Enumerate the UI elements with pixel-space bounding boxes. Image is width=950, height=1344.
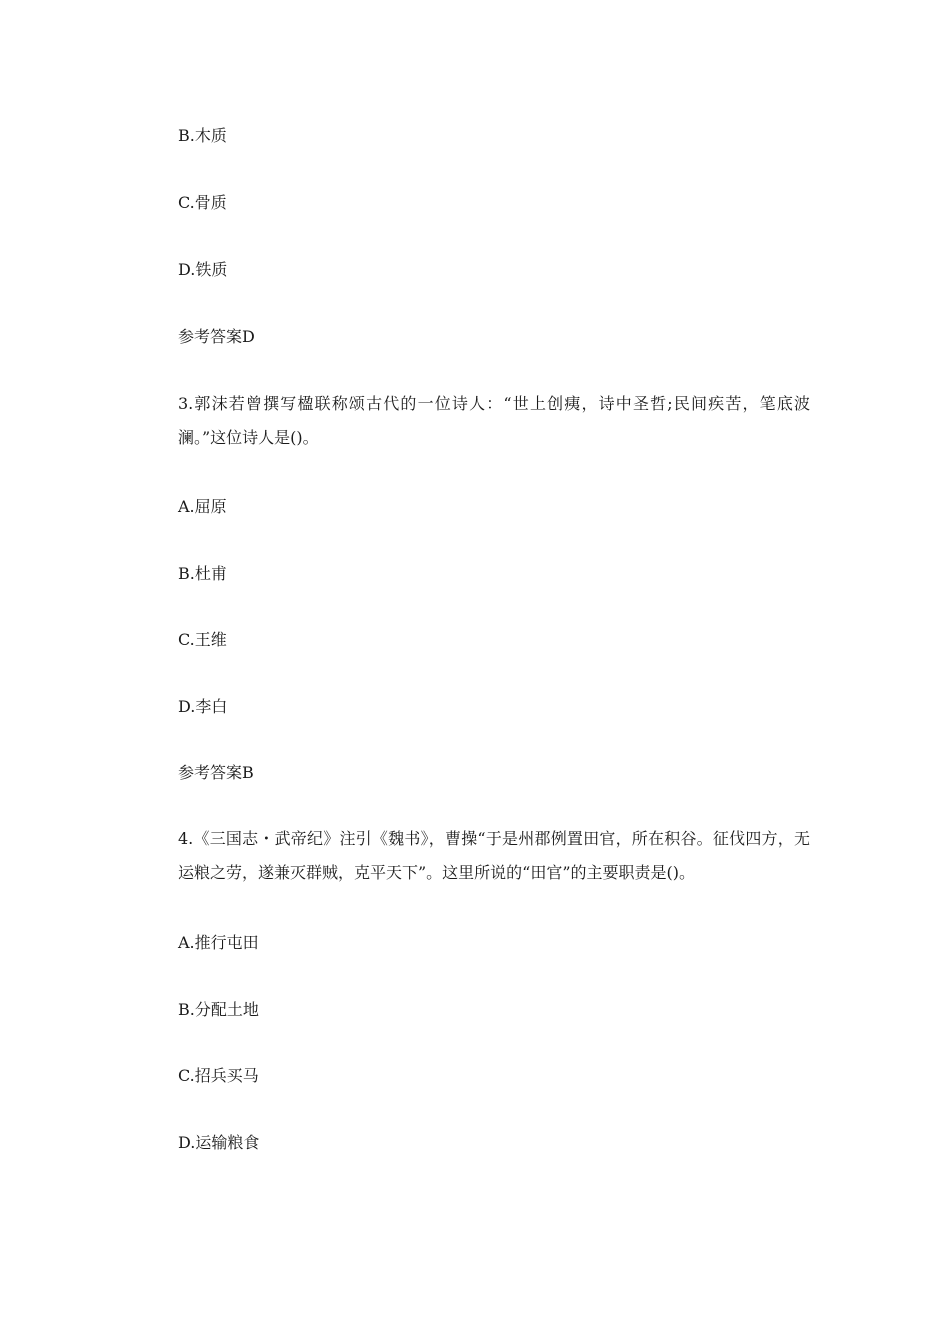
q4-option-b: B.分配土地 [178, 1000, 259, 1019]
q4-option-c: C.招兵买马 [178, 1066, 259, 1085]
q4-option-d: D.运输粮食 [178, 1133, 260, 1152]
q4-option-a: A.推行屯田 [178, 933, 259, 952]
q2-option-c: C.骨质 [178, 193, 227, 212]
q2-option-d: D.铁质 [178, 260, 228, 279]
q3-option-d: D.李白 [178, 697, 228, 716]
q3-stem: 3.郭沫若曾撰写楹联称颂古代的一位诗人：“世上创痍，诗中圣哲;民间疾苦，笔底波澜。”这位诗人是()。 [178, 394, 810, 447]
q3-option-a: A.屈原 [178, 497, 227, 516]
q2-option-b: B.木质 [178, 126, 227, 145]
q3-option-c: C.王维 [178, 630, 227, 649]
q3-option-b: B.杜甫 [178, 564, 227, 583]
q3-answer: 参考答案B [178, 763, 254, 782]
q4-stem: 4.《三国志・武帝纪》注引《魏书》，曹操“于是州郡例置田官，所在积谷。征伐四方，无运粮之劳，遂兼灭群贼，克平天下”。这里所说的“田官”的主要职责是()。 [178, 829, 810, 882]
q2-answer: 参考答案D [178, 327, 255, 346]
